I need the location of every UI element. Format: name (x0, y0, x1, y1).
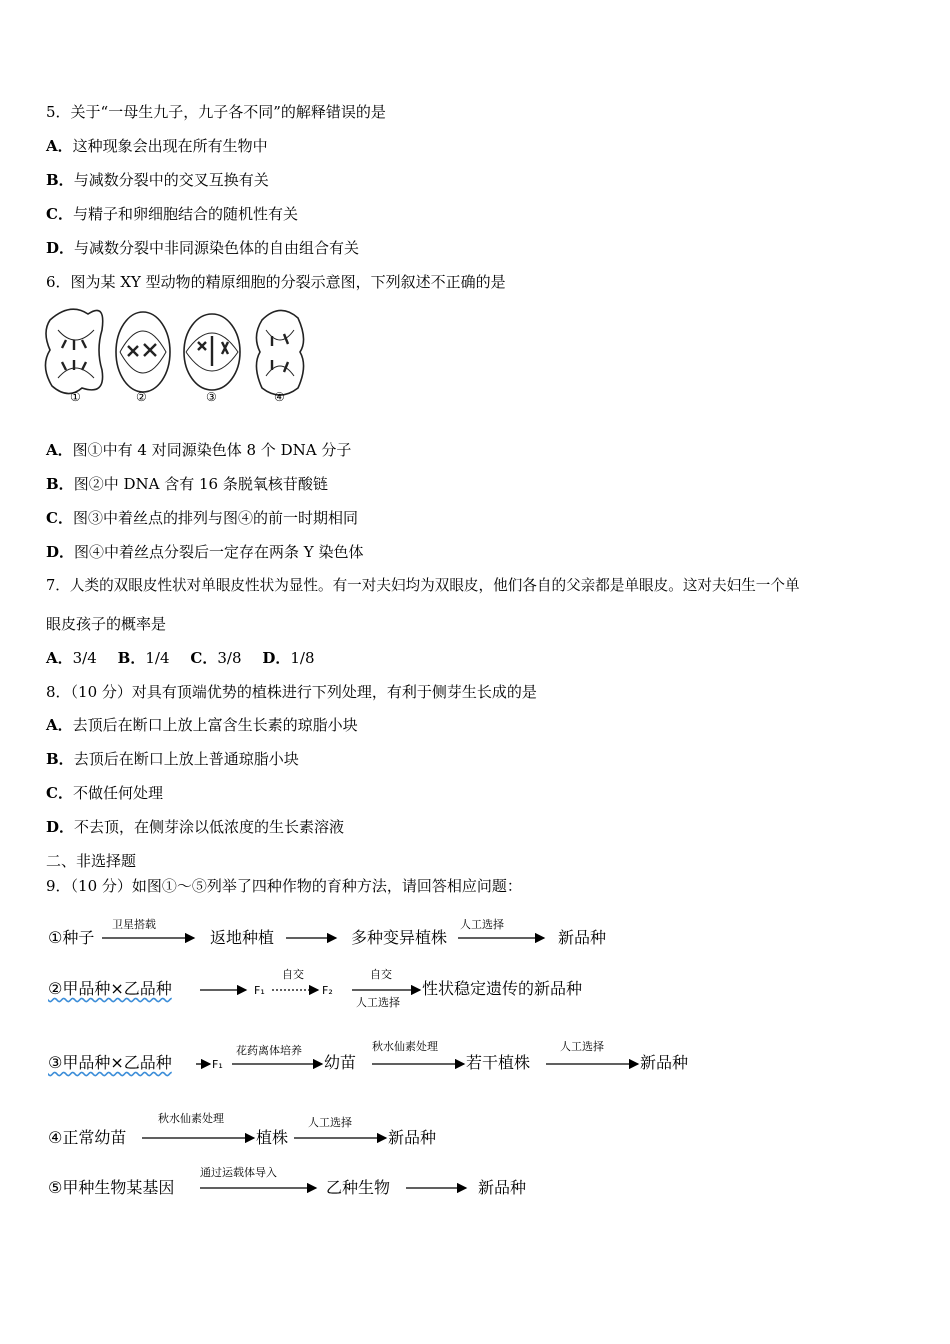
r2-start (48, 979, 172, 999)
q7-options: A．3/4 B．1/4 C．3/8 D．1/8 (46, 649, 315, 667)
r1-arrow3-label: 人工选择 (460, 918, 504, 931)
q8-option-d: D．不去顶，在侧芽涂以低浓度的生长素溶液 (46, 818, 345, 836)
r2-arrow3-top-label: 自交 (370, 968, 392, 981)
q5-option-a: A．这种现象会出现在所有生物中 (46, 137, 268, 155)
r2-end: 性状稳定遗传的新品种 (422, 979, 583, 998)
q8-option-b: B．去顶后在断口上放上普通琼脂小块 (46, 750, 299, 768)
q9-stem: 9．（10 分）如图①～⑤列举了四种作物的育种方法，请回答相应问题： (46, 877, 522, 895)
q7-stem-line2: 眼皮孩子的概率是 (46, 615, 167, 633)
r3-arrow3-label: 秋水仙素处理 (372, 1040, 438, 1053)
breeding-flow-diagram (46, 910, 766, 1210)
figure-label-4: ④ (274, 390, 285, 404)
cell-1-outline (45, 309, 102, 393)
r1-arrow1-label: 卫星搭载 (112, 918, 156, 931)
figure-label-2: ② (136, 390, 147, 404)
figure-label-3: ③ (206, 390, 217, 404)
q6-option-b: B．图②中 DNA 含有 16 条脱氧核苷酸链 (46, 475, 328, 493)
q5-stem: 5．关于“一母生九子，九子各不同”的解释错误的是 (46, 103, 386, 121)
r4-arrow1-label: 秋水仙素处理 (158, 1112, 224, 1125)
r3-f1: F₁ (212, 1058, 223, 1071)
r3-arrow4-label: 人工选择 (560, 1040, 604, 1053)
q5-option-c: C．与精子和卵细胞结合的随机性有关 (46, 205, 298, 223)
cell-4-outline (256, 310, 303, 395)
section-title: 二、非选择题 (46, 852, 137, 870)
r5-end: 新品种 (478, 1178, 527, 1197)
r4-node-1: 植株 (256, 1128, 289, 1147)
q8-option-c: C．不做任何处理 (46, 784, 163, 802)
r5-node-1: 乙种生物 (326, 1178, 391, 1197)
q7-stem-line1: 7．人类的双眼皮性状对单眼皮性状为显性。有一对夫妇均为双眼皮，他们各自的父亲都是单眼皮。这对夫妇生一个单 (46, 577, 800, 594)
r2-arrow2-label: 自交 (282, 968, 304, 981)
cell-division-figure (40, 300, 320, 410)
r5-arrow1-label: 通过运载体导入 (200, 1166, 277, 1179)
r3-node-2: 若干植株 (466, 1053, 531, 1072)
figure-label-1: ① (70, 390, 81, 404)
q8-option-a: A．去顶后在断口上放上富含生长素的琼脂小块 (46, 716, 358, 734)
r1-node-2: 多种变异植株 (351, 928, 448, 947)
r3-start (48, 1053, 172, 1073)
r4-end: 新品种 (388, 1128, 437, 1147)
q8-stem: 8．（10 分）对具有顶端优势的植株进行下列处理，有利于侧芽生长成的是 (46, 683, 537, 701)
q6-option-d: D．图④中着丝点分裂后一定存在两条 Y 染色体 (46, 543, 364, 561)
r3-arrow2-label: 花药离体培养 (236, 1044, 302, 1057)
q6-stem: 6．图为某 XY 型动物的精原细胞的分裂示意图，下列叙述不正确的是 (46, 273, 506, 291)
r5-start: ⑤甲种生物某基因 (48, 1178, 175, 1197)
r1-end: 新品种 (558, 928, 607, 947)
r3-end: 新品种 (640, 1053, 689, 1072)
r3-start-text: ③甲品种×乙品种 (48, 1053, 172, 1072)
r2-start-text: ②甲品种×乙品种 (48, 979, 172, 998)
r3-node-1: 幼苗 (324, 1053, 357, 1072)
r1-start: ①种子 (48, 928, 95, 947)
q5-option-d: D．与减数分裂中非同源染色体的自由组合有关 (46, 239, 360, 257)
q6-option-c: C．图③中着丝点的排列与图④的前一时期相同 (46, 509, 358, 527)
q6-option-a: A．图①中有 4 对同源染色体 8 个 DNA 分子 (46, 441, 352, 459)
r2-f1: F₁ (254, 984, 265, 997)
r4-arrow2-label: 人工选择 (308, 1116, 352, 1129)
r1-node-1: 返地种植 (210, 928, 275, 947)
r2-arrow3-bottom-label: 人工选择 (356, 996, 400, 1009)
r4-start: ④正常幼苗 (48, 1128, 127, 1147)
r2-f2: F₂ (322, 984, 333, 997)
q5-option-b: B．与减数分裂中的交叉互换有关 (46, 171, 269, 189)
cell-2-outline (116, 312, 170, 392)
